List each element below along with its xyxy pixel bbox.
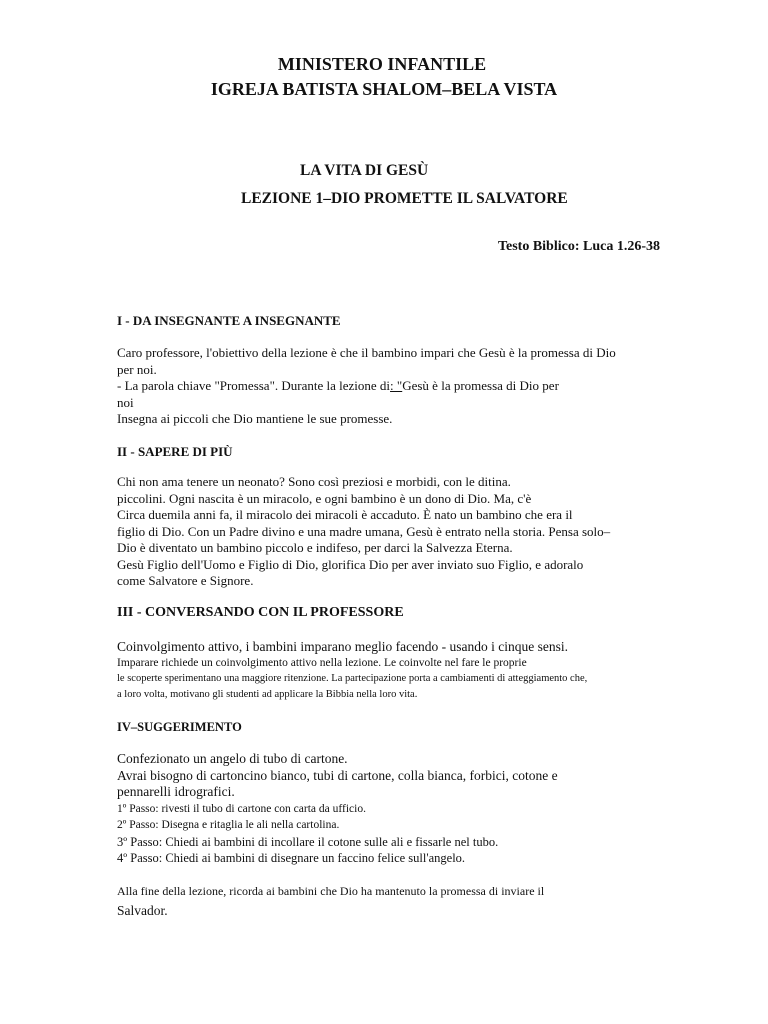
step-4: 4º Passo: Chiedi ai bambini di disegnare un faccino felice sull'angelo. xyxy=(117,851,466,865)
paragraph-line: come Salvatore e Signore. xyxy=(117,573,254,588)
section-3-body xyxy=(117,638,645,703)
section-heading-3: III - CONVERSANDO CON IL PROFESSORE xyxy=(117,605,404,620)
paragraph-line: Coinvolgimento attivo, i bambini imparano meglio facendo - usando i cinque sensi. xyxy=(117,639,569,654)
paragraph-line: figlio di Dio. Con un Padre divino e una madre umana, Gesù è entrato nella storia. Pensa solo– xyxy=(117,523,611,539)
bible-reference: Testo Biblico: Luca 1.26-38 xyxy=(497,239,660,254)
paragraph-line: Salvador. xyxy=(117,903,168,918)
lesson-title: LEZIONE 1–DIO PROMETTE IL SALVATORE xyxy=(241,190,568,207)
paragraph-line: a loro volta, motivano gli studenti ad applicare la Bibbia nella loro vita. xyxy=(117,689,418,700)
paragraph-line: Dio è diventato un bambino piccolo e indifeso, per darci la Salvezza Eterna. xyxy=(117,540,513,555)
section-heading-1: I - DA INSEGNANTE A INSEGNANTE xyxy=(117,313,341,328)
church-title: IGREJA BATISTA SHALOM–BELA VISTA xyxy=(210,79,558,99)
paragraph-line xyxy=(117,378,645,395)
step-1: 1º Passo: rivesti il tubo di cartone con carta da ufficio. xyxy=(117,802,366,815)
closing-paragraph xyxy=(117,882,645,920)
section-4-body xyxy=(117,751,645,867)
section-heading-2: II - SAPERE DI PIÙ xyxy=(117,444,233,459)
paragraph-line: noi xyxy=(117,394,134,410)
paragraph-fragment: - La parola chiave "Promessa". Durante la lezione di xyxy=(117,378,391,393)
section-1-body xyxy=(117,345,645,428)
paragraph-line: Chi non ama tenere un neonato? Sono così preziosi e morbidi, con le ditina. xyxy=(117,474,511,489)
paragraph-fragment: Gesù è la promessa di Dio per xyxy=(402,378,559,393)
paragraph-line: piccolini. Ogni nascita è un miracolo, e ogni bambino è un dono di Dio. Ma, c'è xyxy=(117,490,532,506)
underlined-fragment: : " xyxy=(390,378,403,393)
paragraph-line: Confezionato un angelo di tubo di cartone. xyxy=(117,751,348,766)
paragraph-line: Caro professore, l'obiettivo della lezione è che il bambino impari che Gesù è la promessa di Dio xyxy=(117,345,616,360)
step-2: 2º Passo: Disegna e ritaglia le ali nella cartolina. xyxy=(117,819,340,831)
paragraph-line: Avrai bisogno di cartoncino bianco, tubi di cartone, colla bianca, forbici, cotone e xyxy=(117,767,558,783)
series-title: LA VITA DI GESÙ xyxy=(300,162,429,179)
ministry-title: MINISTERO INFANTILE xyxy=(277,54,487,74)
paragraph-line: Alla fine della lezione, ricorda ai bambini che Dio ha mantenuto la promessa di inviare il xyxy=(117,884,545,898)
paragraph-line: le scoperte sperimentano una maggiore ritenzione. La partecipazione porta a cambiamenti di atteggiamento che, xyxy=(117,673,588,684)
paragraph-line: pennarelli idrografici. xyxy=(117,784,235,799)
paragraph-line: Insegna ai piccoli che Dio mantiene le sue promesse. xyxy=(117,411,393,426)
step-3: 3º Passo: Chiedi ai bambini di incollare il cotone sulle ali e fissarle nel tubo. xyxy=(117,834,499,849)
paragraph-line: Gesù Figlio dell'Uomo e Figlio di Dio, glorifica Dio per aver inviato suo Figlio, e adoralo xyxy=(117,556,584,572)
paragraph-line: Imparare richiede un coinvolgimento attivo nella lezione. Le coinvolte nel fare le proprie xyxy=(117,657,527,669)
section-2-body xyxy=(117,474,645,590)
section-heading-4: IV–SUGGERIMENTO xyxy=(117,720,242,734)
paragraph-line: Circa duemila anni fa, il miracolo dei miracoli è accaduto. È nato un bambino che era il xyxy=(117,507,573,522)
paragraph-line: per noi. xyxy=(117,361,157,377)
